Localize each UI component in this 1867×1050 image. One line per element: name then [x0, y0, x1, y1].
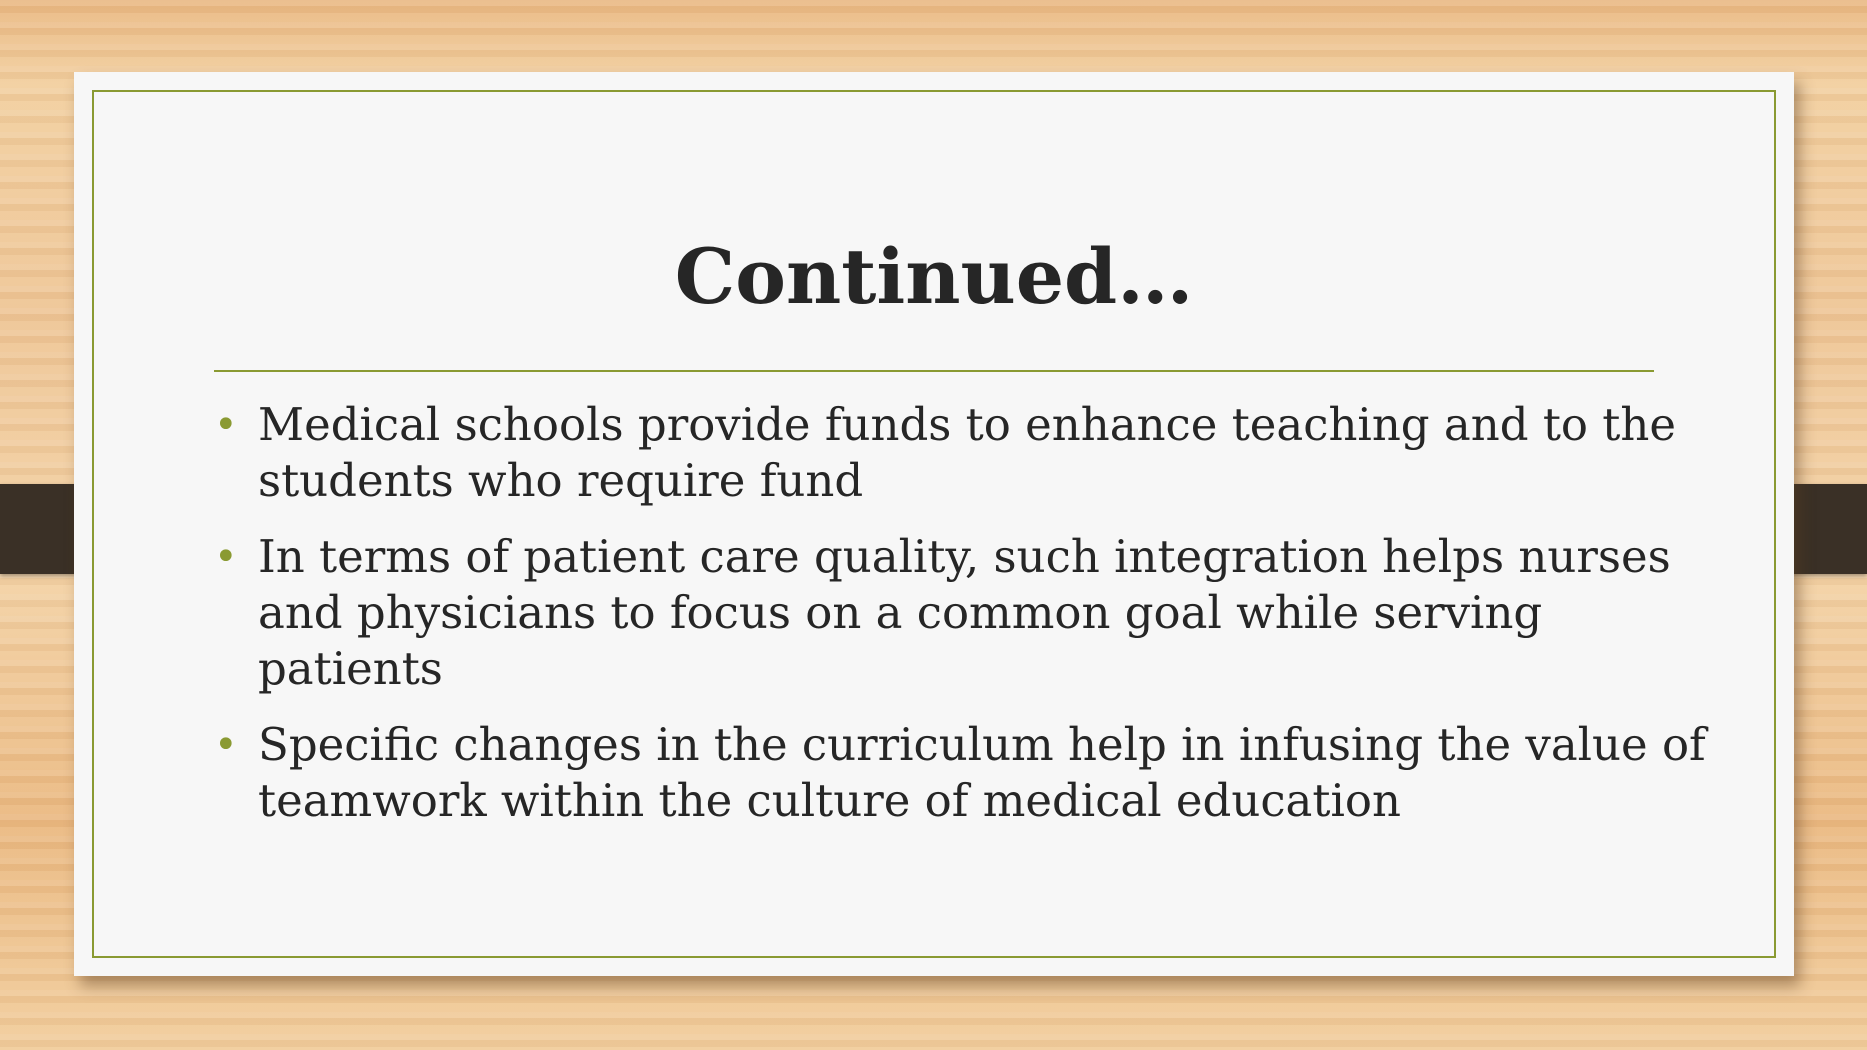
slide-card — [74, 72, 1794, 976]
title-divider — [214, 370, 1654, 372]
bullet-text: Specific changes in the curriculum help in infusing the value of teamwork within the culture of medical education — [258, 718, 1706, 827]
bullet-dot-icon: • — [214, 402, 238, 448]
slide-title: Continued… — [674, 232, 1194, 321]
bullet-item — [214, 529, 1734, 697]
bullet-text: Medical schools provide funds to enhance teaching and to the students who require fund — [258, 398, 1677, 507]
bullet-dot-icon: • — [214, 534, 238, 580]
bullet-item — [214, 397, 1734, 509]
bullet-item — [214, 717, 1734, 829]
bullet-dot-icon: • — [214, 722, 238, 768]
bullet-list — [214, 397, 1734, 849]
bullet-text: In terms of patient care quality, such integration helps nurses and physicians to focus on a common goal while serving patients — [258, 530, 1671, 695]
